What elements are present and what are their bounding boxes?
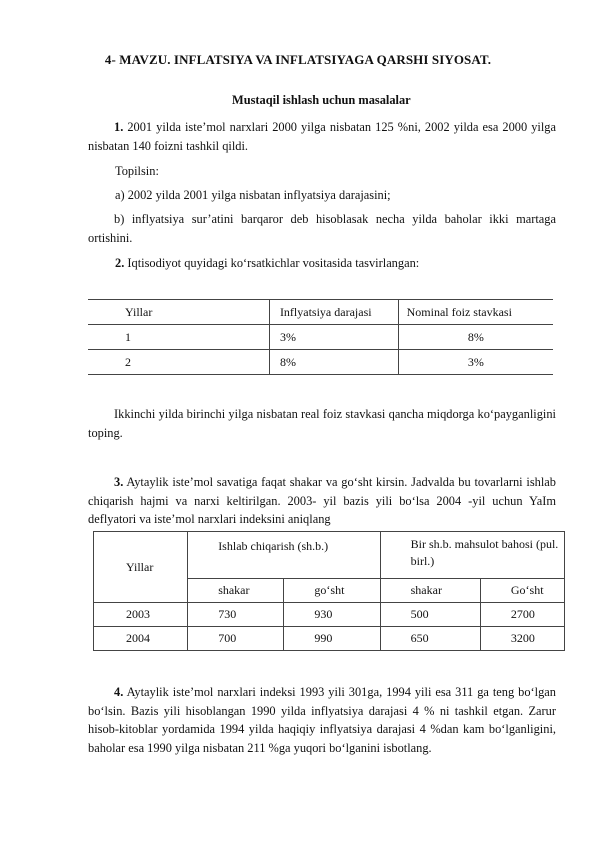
task-2-number: 2. [115,256,125,270]
header-cell-production: Ishlab chiqarish (sh.b.) [188,532,380,579]
table-cell: 2700 [480,603,564,627]
table-cell: 990 [284,627,380,651]
table-cell: 1 [88,325,269,350]
table-row [94,627,565,651]
task-4-text [88,683,556,757]
task-1-number: 1. [114,120,124,134]
table-cell: 3% [269,325,398,350]
header-cell-price [380,532,564,579]
subheader-cell: shakar [188,579,284,603]
table-row [88,325,553,350]
table-row [88,350,553,375]
task-2-text [115,254,419,273]
task-1-text [88,118,556,155]
task-2-body: Iqtisodiyot quyidagi ko‘rsatkichlar vositasida tasvirlangan: [127,256,420,270]
table-header-row [88,300,553,325]
page-title: 4- MAVZU. INFLATSIYA VA INFLATSIYAGA QARSHI SIYOSAT. [104,52,492,67]
task-2-question: Ikkinchi yilda birinchi yilga nisbatan real foiz stavkasi qancha miqdorga ko‘payganligini toping. [88,407,556,440]
table-cell: 500 [380,603,480,627]
table-cell: 2004 [94,627,188,651]
task-1-body: 2001 yilda iste’mol narxlari 2000 yilga nisbatan 125 %ni, 2002 yilda esa 2000 yilga nisbatan 140 foizni tashkil qildi. [88,120,556,153]
task-4-body: Aytaylik iste’mol narxlari indeksi 1993 yili 301ga, 1994 yili esa 311 ga teng bo‘lgan bo‘lsin. Bazis yili hisoblangan 1990 yilda inflyatsiya darajasi 4 % ni tashkil etgan. Zarur hisob-kitoblar yordamida 1994 yilda haqiqiy inflyatsiya darajasi 4 %dan kam bo‘lganligini, baholar esa 1990 yilga nisbatan 211 %ga yuqori bo‘lganini isbotlang. [88,685,556,755]
production-price-table [93,531,565,651]
table-cell: 930 [284,603,380,627]
table-row [94,603,565,627]
subheader-cell: shakar [380,579,480,603]
header-cell: Yillar [88,300,269,325]
header-cell: Inflyatsiya darajasi [269,300,398,325]
table-cell: 730 [188,603,284,627]
subheader-cell: Go‘sht [480,579,564,603]
table-cell: 8% [269,350,398,375]
task-3-body: Aytaylik iste’mol savatiga faqat shakar va go‘sht kirsin. Jadvalda bu tovarlarni ishlab chiqarish hajmi va narxi keltirilgan. 2003- yil bazis yili bo‘lsa 2004 -yil uchun YaIm deflyatori va iste’mol narxlari indeksini aniqlang [88,475,556,526]
task-3-text [88,473,556,529]
table-header-row [94,532,565,579]
task-1-b: b) inflyatsiya sur’atini barqaror deb hisoblasak necha yilda baholar ikki martaga ortishini. [88,212,556,245]
task-1-find: Topilsin: [115,164,159,178]
subheader-cell: go‘sht [284,579,380,603]
header-price-text: Bir sh.b. mahsulot bahosi (pul. birl.) [410,537,559,568]
task-1-a: a) 2002 yilda 2001 yilga nisbatan inflyatsiya darajasini; [115,188,391,202]
table-cell: 2 [88,350,269,375]
inflation-table [88,299,553,375]
table-cell: 650 [380,627,480,651]
table-cell: 3200 [480,627,564,651]
task-3-number: 3. [114,475,124,489]
header-cell-years: Yillar [94,532,188,603]
table-cell: 700 [188,627,284,651]
task-4-number: 4. [114,685,124,699]
table-cell: 8% [398,325,553,350]
section-subtitle: Mustaqil ishlash uchun masalalar [232,93,411,107]
header-cell: Nominal foiz stavkasi [398,300,553,325]
table-cell: 2003 [94,603,188,627]
table-cell: 3% [398,350,553,375]
